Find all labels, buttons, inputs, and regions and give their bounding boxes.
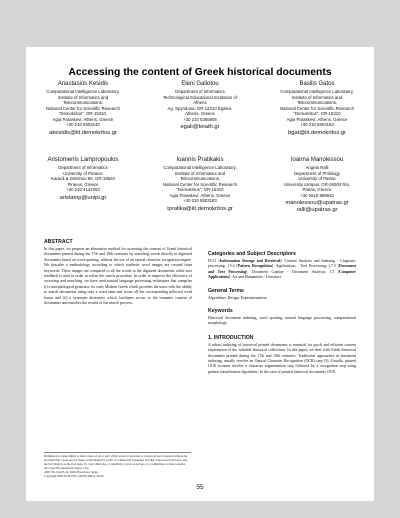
keywords-heading: Keywords [208, 308, 233, 315]
author-block [144, 81, 256, 131]
general-terms-text: Algorithms, Design, Experimentation [208, 295, 267, 300]
author-affiliation: Computational Intelligence Laboratory, Institute of Informatics and Telecommunications, National Center for Scientific Research "Demokritos", GR-15310 Agia Paraskevi, Athens, Greece +30 210 6503183 [162, 165, 238, 203]
author-name: Eleni Galiotou [181, 81, 219, 87]
author-name: Ioannis Pratikakis [176, 157, 224, 163]
page-number: 55 [196, 484, 204, 491]
paper-title: Accessing the content of Greek historical documents [68, 67, 332, 78]
abstract-text: In this paper, we propose an alternative method for accessing the content of Greek historical documents printed during the 17th and 18th centuries by searching words directly in digitized documents based on word spotting, without the use of an optical character recognition engine. We describe a methodology according to which synthetic word images are created from keywords. These images are compared to all the words in the digitized documents while user feedback is used in order to refine the search procedure. In order to improve the efficiency of accessing and searching, we have used natural language processing techniques that comprise (i) a morphological generator for early Modern Greek which provides the users with the ability to search documents using only a word stem and locate all the corresponding inflected word forms and (ii) a synonym dictionary which facilitates access to the semantic content of documents and enriches the results of the search process. [44, 247, 192, 306]
author-email: bgat@iit.demokritos.gr [287, 129, 347, 136]
category-name: Document and Text Processing [208, 264, 356, 274]
author-email: akesidis@iit.demokritos.gr [49, 129, 117, 136]
author-name: Anastasios Kesidis [57, 81, 109, 87]
right-column [208, 251, 356, 375]
author-block [144, 157, 256, 213]
author-name: Basilis Gatos [299, 81, 335, 87]
author-name: Aristomenis Lampropoulos [47, 157, 119, 163]
paper-page [26, 47, 374, 501]
categories-text [208, 259, 356, 281]
author-affiliation: Department of Informatics University of Piraeus Karaoli & Dimitriou 80, GR-18534 Piraeus, Greece +30 210 4142263 [51, 165, 115, 192]
author-block [28, 81, 138, 137]
permission-footnote: Permission to make digital or hard copies of all or part of this work for personal or classroom use is granted without fee provided that copies are not made or distributed for profit or commercial advantage and that copies bear this notice and the full citation on the first page. To copy otherwise, or republish, to post on servers or to redistribute to lists, requires prior specific permission and/or a fee. AND '09, July23-24, 2009, Barcelona, Spain. Copyright 2009 ACM 978-1-60558-496-6...$5.00 [44, 452, 191, 478]
author-affiliation: Angela Ralli Department of Philology University of Patras University campus, GR-26504 Rio, Patras, Greece +30 2610 969943 [283, 165, 351, 198]
author-email: manolessou@upatras.gr ralli@upatras.gr [285, 200, 349, 213]
author-affiliation: Computational Intelligence Laboratory, Institute of Informatics and Telecommunications, National Center for Scientific Research "Demokritos", GR-15310 Agia Paraskevi, Athens, Greece +30 210 6503183 [279, 89, 355, 127]
author-name: Ioanna Manolessou [290, 157, 344, 163]
introduction-heading: 1. INTRODUCTION [208, 334, 254, 341]
categories-heading: Categories and Subject Descriptors [208, 251, 296, 257]
category-text: ]: Applications - Text Processing; I.7.5 [ [271, 264, 339, 269]
abstract-heading: ABSTRACT [44, 239, 73, 245]
abstract-section [44, 239, 192, 306]
category-text: H.3.1 [ [208, 259, 220, 263]
author-affiliation: Department of Informatics Technological Educational Institution of Athens Ag. Spyridona, GR-12210 Egaleo, Athens, Greece +30 210 5385805 [162, 89, 238, 122]
category-text: ]: Art and Humanities - Literature [228, 275, 282, 280]
author-block [262, 157, 372, 214]
author-email: ipratika@iit.demokritos.gr [167, 205, 233, 212]
category-name: Pattern Recognition [237, 264, 272, 269]
category-name: Information Storage and Retrieval [219, 259, 281, 263]
category-name: Computer Applications [208, 269, 356, 280]
author-block [262, 81, 372, 137]
author-email: arislamp@unipi.gr [59, 194, 107, 201]
category-text: ]: Document Capture - Document Analysis; J.5 [ [246, 269, 339, 274]
introduction-text: A robust indexing of historical printed documents is essential for quick and efficient content exploitation of the valuable historical collections. In this paper, we deal with Greek historical documents printed during the 17th and 18th centuries. Traditional approaches in document indexing, usually involve an Optical Character Recognition (OCR) step [3]. Usually, printed OCR systems involve a character segmentation step followed by a recognition step using pattern classification algorithms. In the case of printed historical documents OCR, [208, 342, 356, 374]
author-email: egali@teiath.gr [180, 124, 220, 130]
author-affiliation: Computational Intelligence Laboratory, Institute of Informatics and Telecommunications, National Center for Scientific Research "Demokritos", GR-15310, Agia Paraskevi, Athens, Greece +30 210 6503140 [45, 89, 121, 127]
author-block [28, 157, 138, 202]
category-text: ]: Content Analysis and Indexing - Linguistic processing; I.5.4 [ [208, 259, 356, 269]
keywords-text: Historical document indexing, word spotting, natural language processing, computational morphology [208, 316, 356, 326]
general-terms-heading: General Terms [208, 287, 244, 294]
